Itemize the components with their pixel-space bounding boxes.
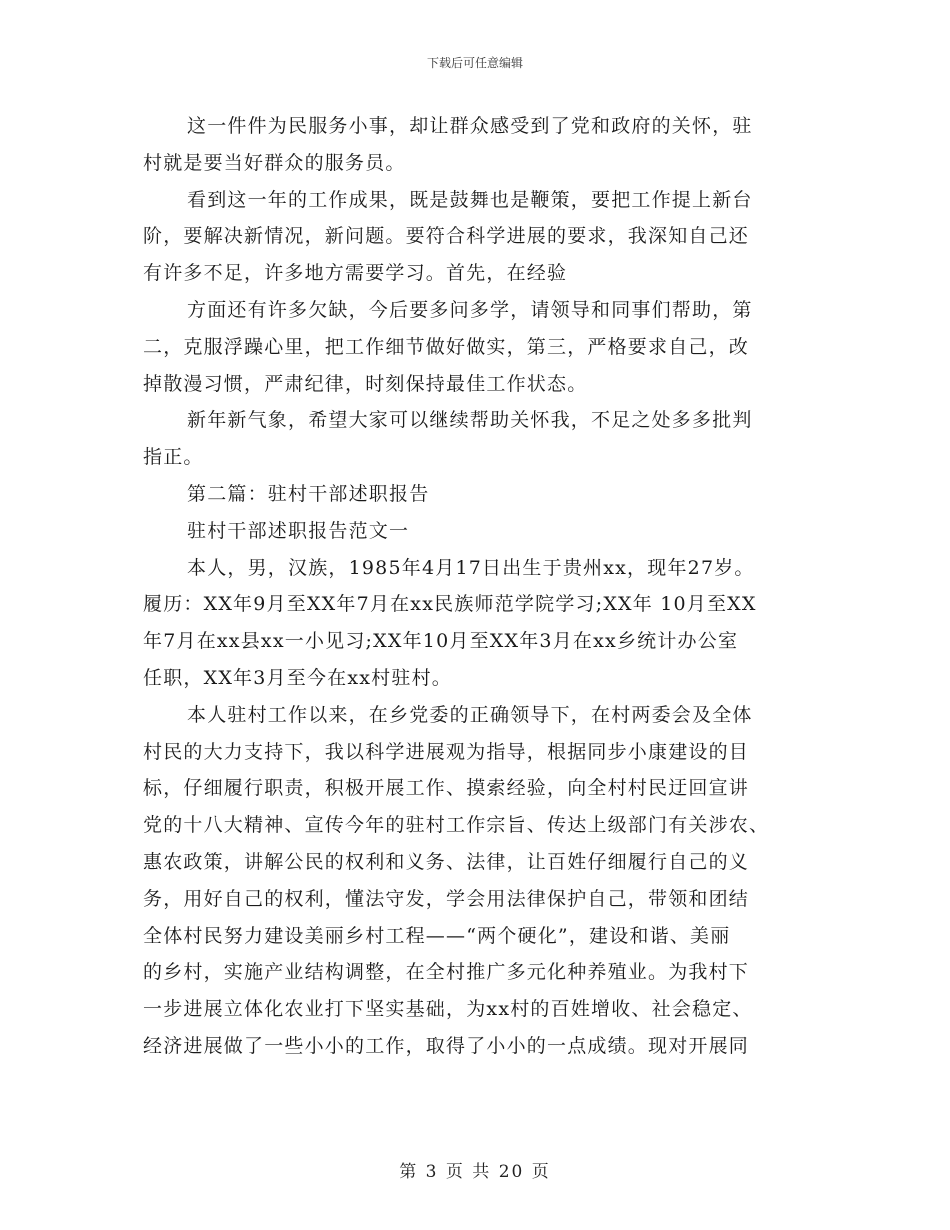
text-line: 第二篇：驻村干部述职报告: [187, 482, 430, 505]
text-line: 一步进展立体化农业打下坚实基础，为xx村的百姓增收、社会稳定、: [143, 998, 753, 1021]
text-line: 方面还有许多欠缺，今后要多问多学，请领导和同事们帮助，第: [187, 298, 753, 321]
text-line: 驻村干部述职报告范文一: [187, 519, 410, 542]
text-line: 新年新气象，希望大家可以继续帮助关怀我，不足之处多多批判: [187, 409, 753, 432]
text-line: 履历：XX年9月至XX年7月在xx民族师范学院学习;XX年 10月至XX: [143, 593, 757, 616]
text-line: 的乡村，实施产业结构调整，在全村推广多元化种养殖业。为我村下: [143, 961, 750, 984]
text-line: 村就是要当好群众的服务员。: [143, 151, 406, 174]
text-line: 党的十八大精神、宣传今年的驻村工作宗旨、传达上级部门有关涉农、: [143, 814, 770, 837]
text-line: 二，克服浮躁心里，把工作细节做好做实，第三，严格要求自己，改: [143, 335, 750, 358]
text-line: 务，用好自己的权利，懂法守发，学会用法律保护自己，带领和团结: [143, 887, 750, 910]
page-number-footer: 第 3 页 共 20 页: [399, 1162, 551, 1182]
document-body: [143, 108, 803, 1065]
text-line: 年7月在xx县xx一小见习;XX年10月至XX年3月在xx乡统计办公室: [143, 630, 739, 653]
text-line: 本人，男，汉族，1985年4月17日出生于贵州xx，现年27岁。: [187, 556, 755, 579]
text-line: 看到这一年的工作成果，既是鼓舞也是鞭策，要把工作提上新台: [187, 188, 753, 211]
text-line: 本人驻村工作以来，在乡党委的正确领导下，在村两委会及全体: [187, 703, 753, 726]
text-line: 指正。: [143, 446, 204, 469]
text-line: 阶，要解决新情况，新问题。要符合科学进展的要求，我深知自己还: [143, 225, 750, 248]
text-line: 这一件件为民服务小事，却让群众感受到了党和政府的关怀，驻: [187, 115, 753, 137]
text-line: 惠农政策，讲解公民的权利和义务、法律，让百姓仔细履行自己的义: [143, 850, 750, 873]
text-line: 任职，XX年3月至今在xx村驻村。: [143, 666, 452, 689]
text-line: 经济进展做了一些小小的工作，取得了小小的一点成绩。现对开展同: [143, 1034, 750, 1057]
page-header: 下载后可任意编辑: [426, 56, 523, 70]
text-line: 有许多不足，许多地方需要学习。首先，在经验: [143, 262, 568, 285]
text-line: 标，仔细履行职责，积极开展工作、摸索经验，向全村村民迂回宣讲: [143, 777, 750, 800]
text-line: 全体村民努力建设美丽乡村工程——“两个硬化”，建设和谐、美丽: [143, 924, 731, 947]
text-line: 村民的大力支持下，我以科学进展观为指导，根据同步小康建设的目: [143, 740, 750, 763]
text-line: 掉散漫习惯，严肃纪律，时刻保持最佳工作状态。: [143, 372, 588, 395]
